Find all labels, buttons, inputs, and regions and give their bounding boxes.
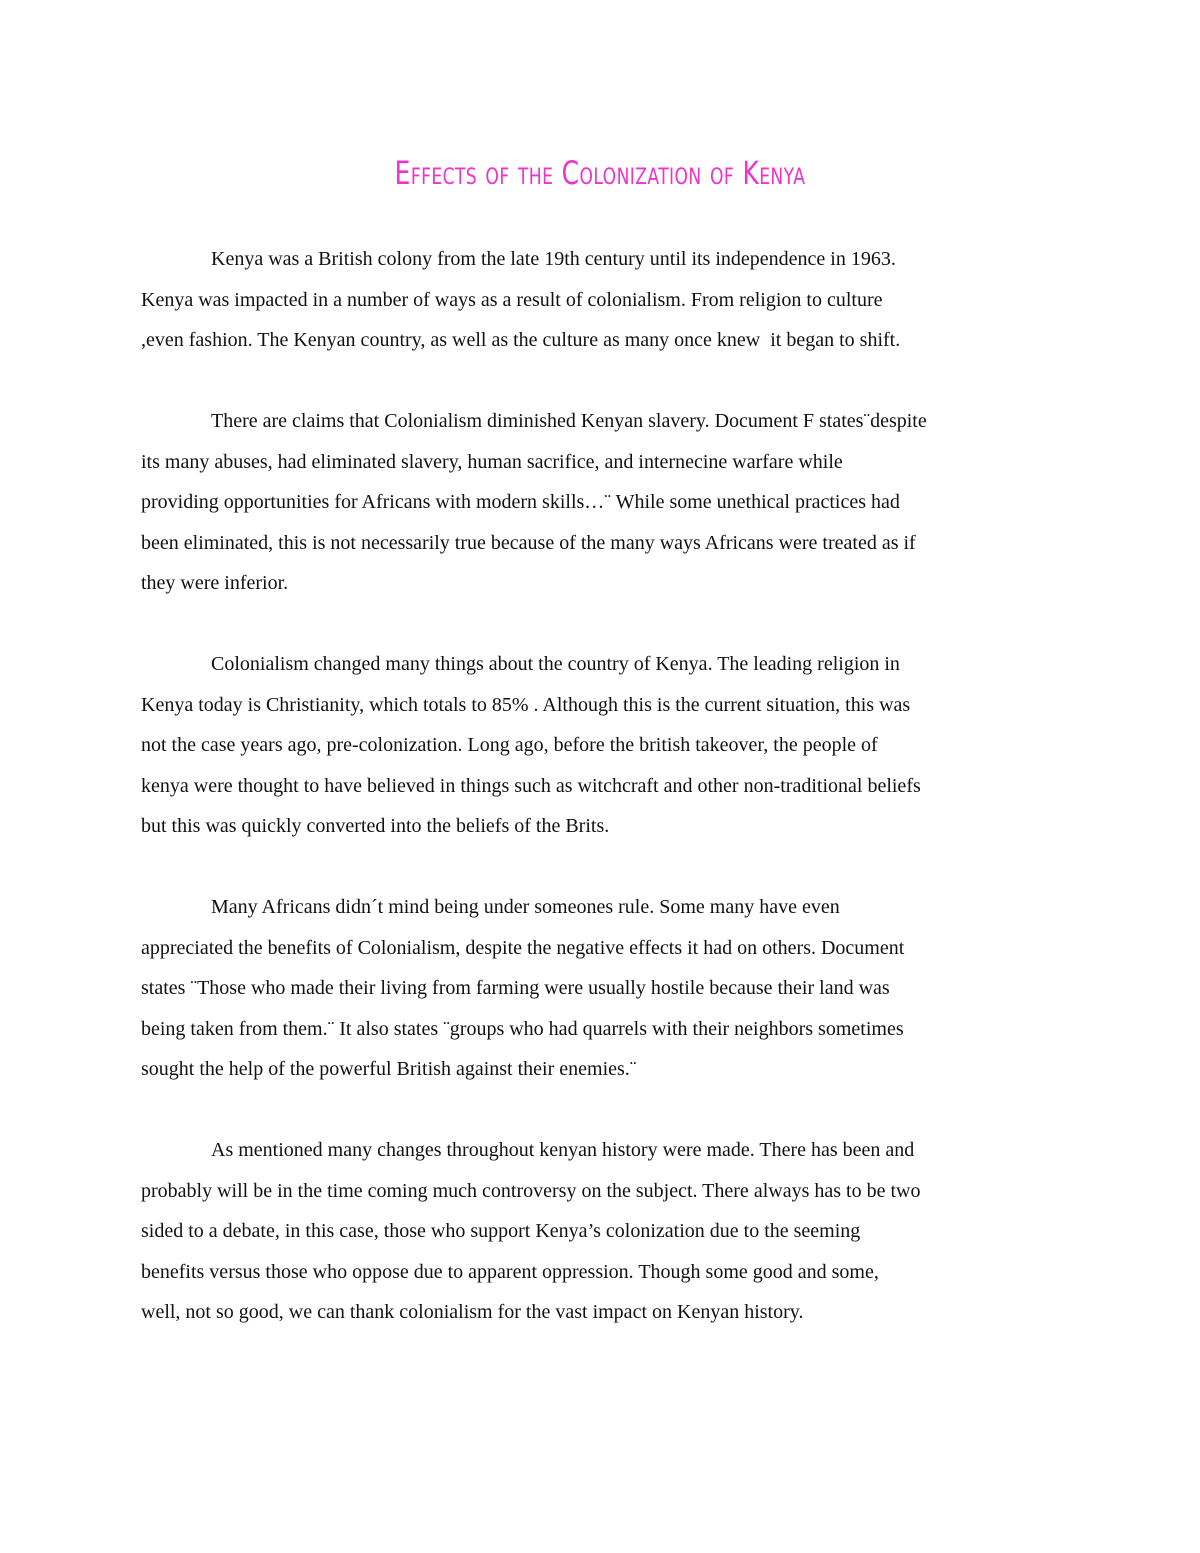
text-line: Kenya was a British colony from the late 19th century until its independence in 1963.: [211, 248, 896, 270]
text-line: Colonialism changed many things about the country of Kenya. The leading religion in: [211, 653, 900, 675]
text-line: Kenya today is Christianity, which totals to 85% . Although this is the current situation, this was: [141, 693, 911, 716]
text-line: probably will be in the time coming much controversy on the subject. There always has to be two: [141, 1179, 921, 1202]
text-line: There are claims that Colonialism diminished Kenyan slavery. Document F states¨despite: [211, 410, 927, 432]
text-line: but this was quickly converted into the beliefs of the Brits.: [141, 815, 610, 837]
text-line: being taken from them.¨ It also states ¨groups who had quarrels with their neighbors sometimes: [141, 1017, 904, 1040]
paragraph-4: [141, 887, 1071, 1090]
text-line: Kenya was impacted in a number of ways as a result of colonialism. From religion to culture: [141, 288, 883, 311]
text-line: its many abuses, had eliminated slavery, human sacrifice, and internecine warfare while: [141, 450, 843, 473]
paragraph-3: [141, 644, 1071, 847]
paragraph-2: [141, 401, 1071, 604]
text-line: been eliminated, this is not necessarily true because of the many ways Africans were treated as if: [141, 531, 916, 554]
text-line: sided to a debate, in this case, those who support Kenya’s colonization due to the seeming: [141, 1220, 861, 1242]
text-line: benefits versus those who oppose due to apparent oppression. Though some good and some,: [141, 1260, 879, 1283]
text-line: they were inferior.: [141, 572, 289, 594]
text-line: ,even fashion. The Kenyan country, as well as the culture as many once knew it began to shift.: [141, 329, 901, 351]
page-title: Effects of the Colonization of Kenya: [394, 154, 806, 192]
text-line: states ¨Those who made their living from farming were usually hostile because their land was: [141, 977, 890, 999]
text-line: appreciated the benefits of Colonialism, despite the negative effects it had on others. Document: [141, 936, 905, 959]
paragraph-1: [141, 239, 1071, 361]
paragraph-5: [141, 1130, 1071, 1333]
text-line: not the case years ago, pre-colonization. Long ago, before the british takeover, the people of: [141, 734, 878, 756]
essay-body: [141, 239, 1071, 1373]
text-line: kenya were thought to have believed in things such as witchcraft and other non-traditional beliefs: [141, 774, 921, 797]
text-line: Many Africans didn´t mind being under someones rule. Some many have even: [211, 896, 840, 918]
text-line: sought the help of the powerful British against their enemies.¨: [141, 1058, 637, 1080]
text-line: As mentioned many changes throughout kenyan history were made. There has been and: [211, 1139, 915, 1161]
text-line: well, not so good, we can thank colonialism for the vast impact on Kenyan history.: [141, 1301, 804, 1323]
text-line: providing opportunities for Africans with modern skills…¨ While some unethical practices had: [141, 491, 900, 513]
